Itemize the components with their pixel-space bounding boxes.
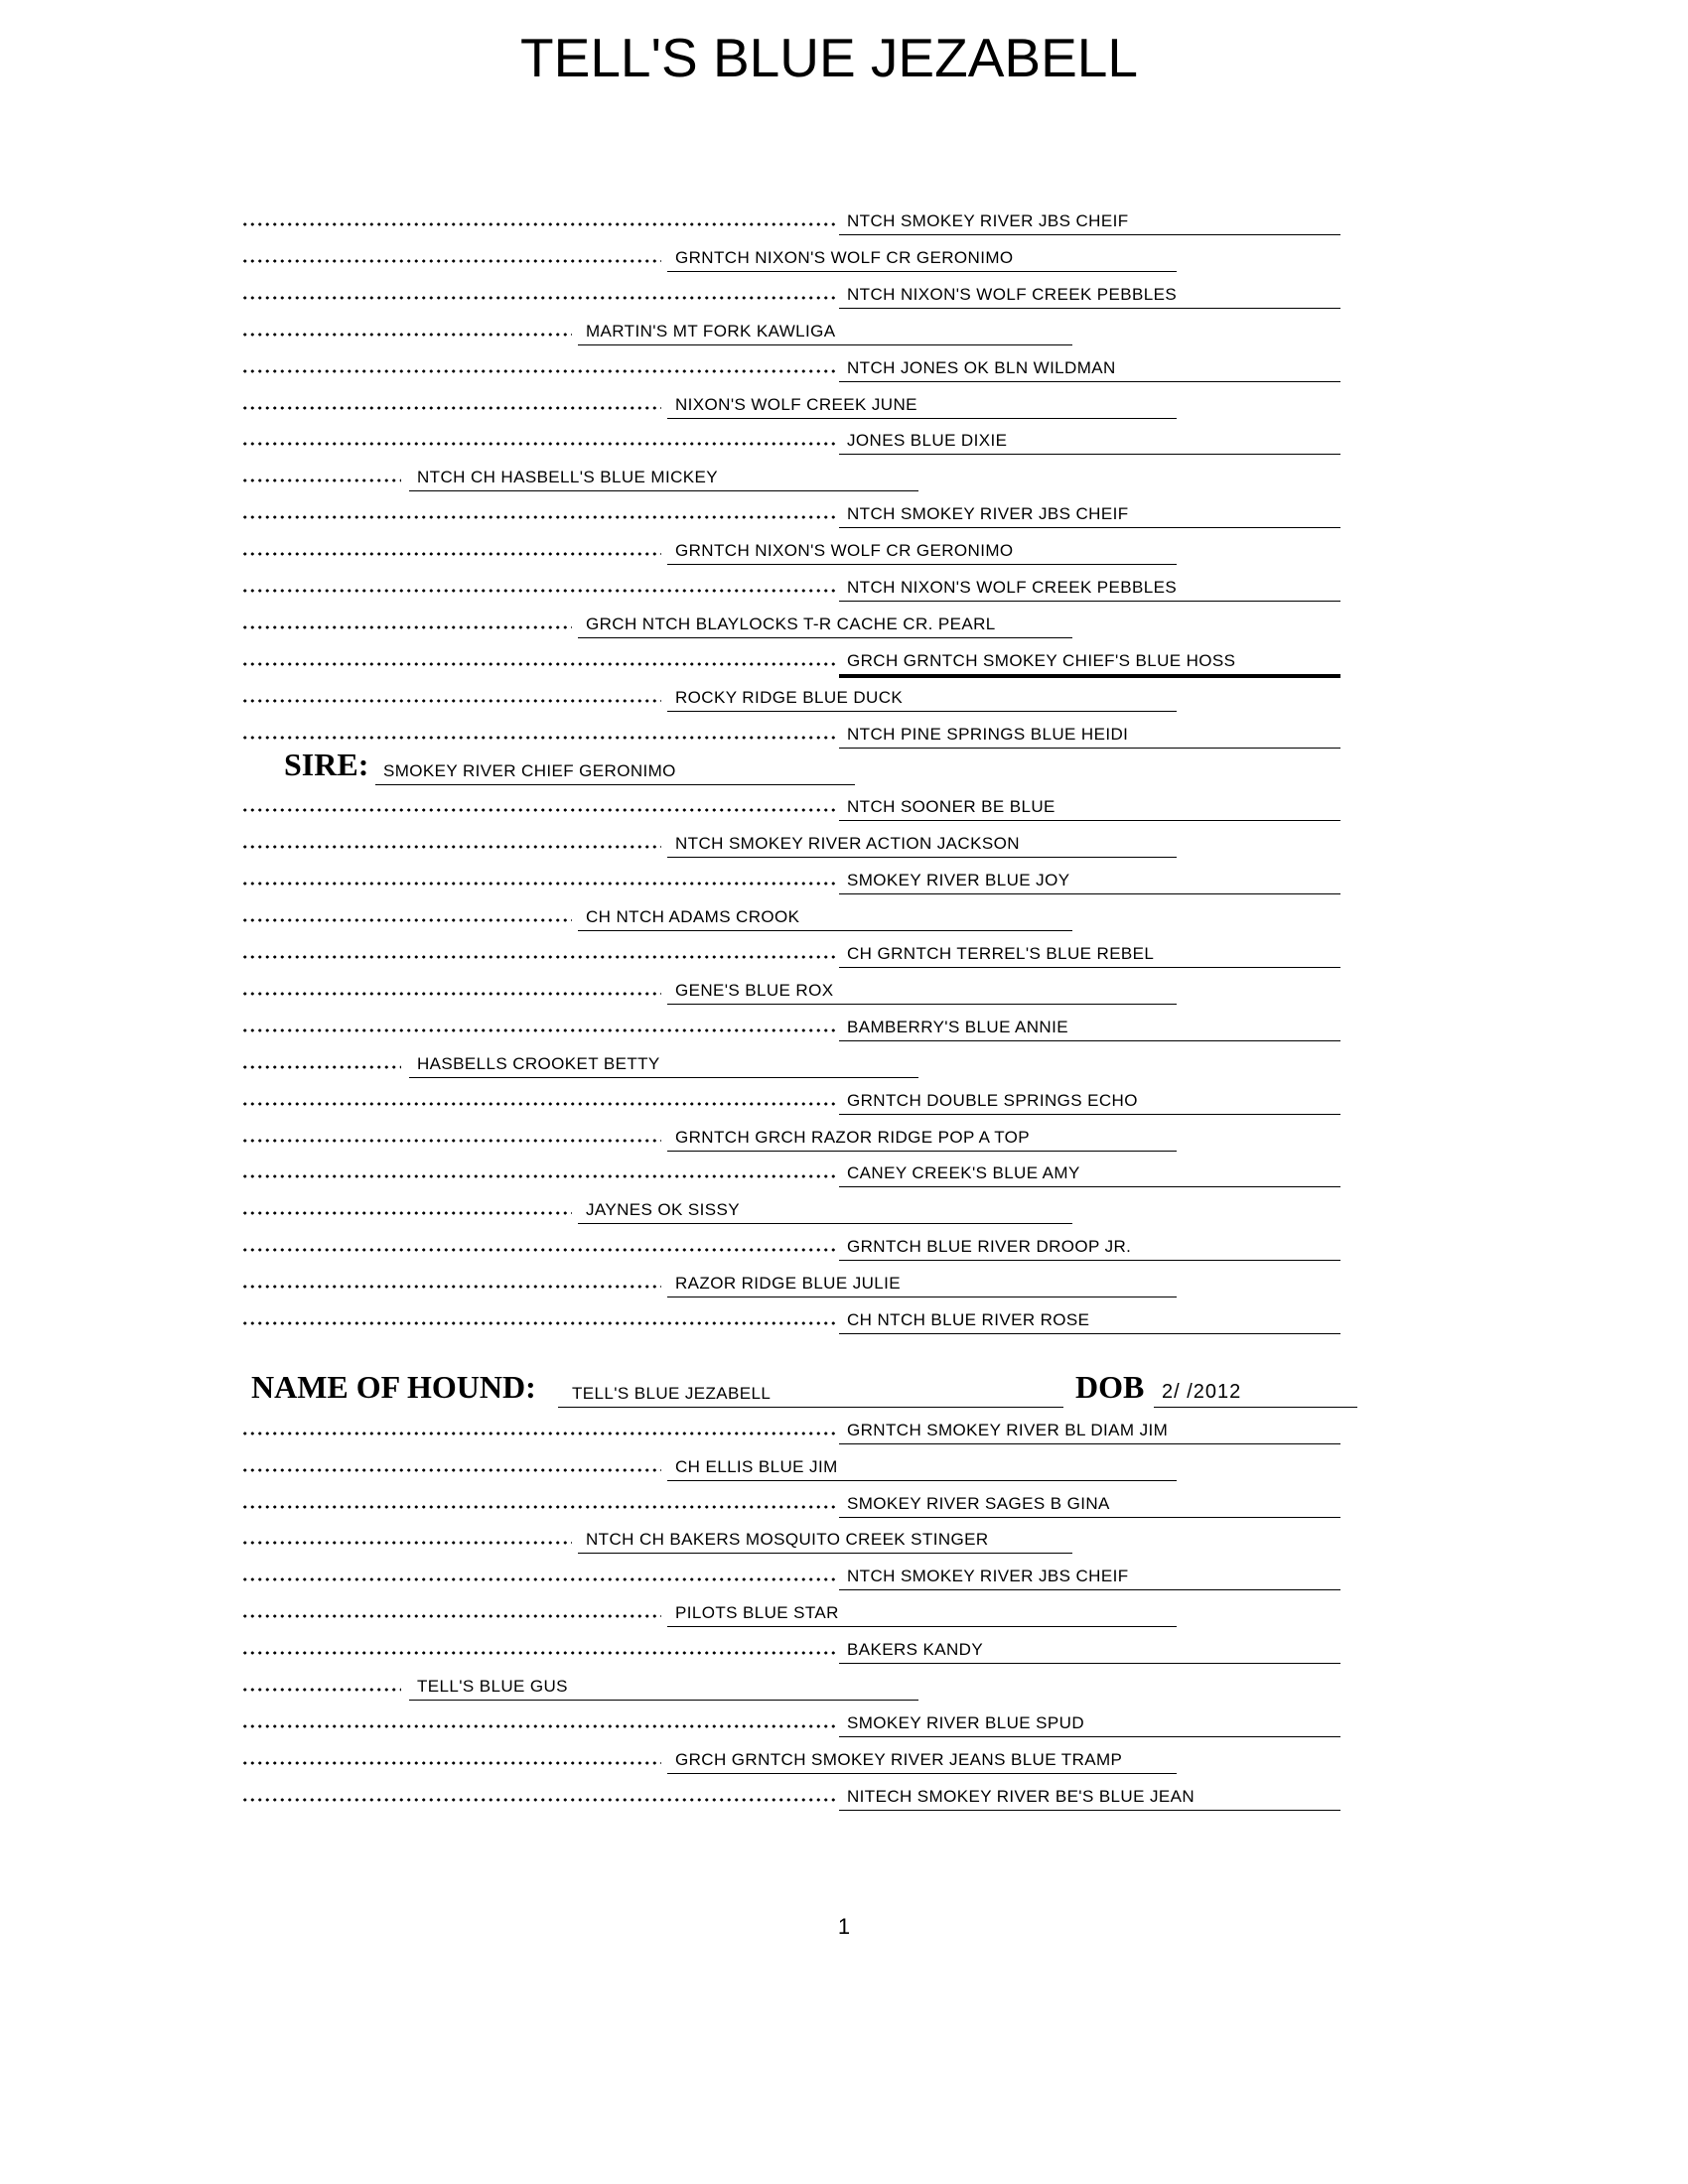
ancestor-name: CH NTCH ADAMS CROOK [578,901,1072,931]
leader-dots [241,662,835,666]
leader-dots [241,1577,835,1581]
ancestor-name: NTCH SMOKEY RIVER JBS CHEIF [839,1561,1340,1590]
name-of-hound-label: NAME OF HOUND: [251,1368,536,1405]
leader-dots [241,478,401,482]
ancestor-name: NTCH SOONER BE BLUE [839,791,1340,821]
leader-dots [241,1432,835,1435]
leader-dots [241,955,835,959]
ancestor-name: NTCH SMOKEY RIVER JBS CHEIF [839,205,1340,235]
ancestor-name: NTCH NIXON'S WOLF CREEK PEBBLES [839,572,1340,602]
leader-dots [241,1139,661,1143]
ancestor-name: NTCH JONES OK BLN WILDMAN [839,352,1340,382]
leader-dots [241,259,661,263]
leader-dots [241,552,661,556]
ancestor-name: BAKERS KANDY [839,1634,1340,1664]
hound-name: TELL'S BLUE JEZABELL [558,1378,1063,1408]
leader-dots [241,1541,572,1545]
leader-dots [241,1065,401,1069]
leader-dots [241,845,661,849]
ancestor-name: NTCH PINE SPRINGS BLUE HEIDI [839,719,1340,749]
ancestor-name: GRNTCH NIXON'S WOLF CR GERONIMO [667,535,1177,565]
leader-dots [241,992,661,996]
leader-dots [241,1724,835,1728]
leader-dots [241,736,835,740]
ancestor-name: GRNTCH GRCH RAZOR RIDGE POP A TOP [667,1122,1177,1152]
ancestor-name: PILOTS BLUE STAR [667,1597,1177,1627]
leader-dots [241,406,661,410]
ancestor-name: JONES BLUE DIXIE [839,425,1340,455]
ancestor-name: TELL'S BLUE GUS [409,1671,918,1701]
ancestor-name: SMOKEY RIVER BLUE JOY [839,865,1340,894]
ancestor-name: NTCH SMOKEY RIVER JBS CHEIF [839,498,1340,528]
ancestor-name: GRNTCH SMOKEY RIVER BL DIAM JIM [839,1415,1340,1444]
leader-dots [241,1028,835,1032]
leader-dots [241,1614,661,1618]
sire-name: SMOKEY RIVER CHIEF GERONIMO [375,755,855,785]
leader-dots [241,1102,835,1106]
leader-dots [241,333,572,337]
ancestor-name: NTCH CH HASBELL'S BLUE MICKEY [409,462,918,491]
ancestor-name: GENE'S BLUE ROX [667,975,1177,1005]
leader-dots [241,1285,661,1289]
ancestor-name: GRNTCH BLUE RIVER DROOP JR. [839,1231,1340,1261]
ancestor-name: NITECH SMOKEY RIVER BE'S BLUE JEAN [839,1781,1340,1811]
ancestor-name: GRNTCH NIXON'S WOLF CR GERONIMO [667,242,1177,272]
ancestor-name: GRCH GRNTCH SMOKEY CHIEF'S BLUE HOSS [839,645,1340,678]
ancestor-name: ROCKY RIDGE BLUE DUCK [667,682,1177,712]
leader-dots [241,1174,835,1178]
ancestor-name: SMOKEY RIVER BLUE SPUD [839,1707,1340,1737]
dob-label: DOB [1075,1368,1145,1405]
ancestor-name: GRCH GRNTCH SMOKEY RIVER JEANS BLUE TRAMP [667,1744,1177,1774]
ancestor-name: JAYNES OK SISSY [578,1194,1072,1224]
leader-dots [241,369,835,373]
leader-dots [241,1651,835,1655]
ancestor-name: CANEY CREEK'S BLUE AMY [839,1158,1340,1187]
ancestor-name: NIXON'S WOLF CREEK JUNE [667,389,1177,419]
ancestor-name: RAZOR RIDGE BLUE JULIE [667,1268,1177,1297]
ancestor-name: MARTIN'S MT FORK KAWLIGA [578,316,1072,345]
leader-dots [241,1505,835,1509]
ancestor-name: SMOKEY RIVER SAGES B GINA [839,1488,1340,1518]
leader-dots [241,1468,661,1472]
ancestor-name: CH NTCH BLUE RIVER ROSE [839,1304,1340,1334]
leader-dots [241,808,835,812]
leader-dots [241,699,661,703]
leader-dots [241,1688,401,1692]
ancestor-name: NTCH CH BAKERS MOSQUITO CREEK STINGER [578,1524,1072,1554]
ancestor-name: HASBELLS CROOKET BETTY [409,1048,918,1078]
leader-dots [241,589,835,593]
ancestor-name: CH GRNTCH TERREL'S BLUE REBEL [839,938,1340,968]
leader-dots [241,1798,835,1802]
leader-dots [241,882,835,886]
leader-dots [241,918,572,922]
sire-label: SIRE: [284,746,369,782]
leader-dots [241,515,835,519]
leader-dots [241,1248,835,1252]
ancestor-name: NTCH SMOKEY RIVER ACTION JACKSON [667,828,1177,858]
leader-dots [241,1321,835,1325]
ancestor-name: NTCH NIXON'S WOLF CREEK PEBBLES [839,279,1340,309]
ancestor-name: CH ELLIS BLUE JIM [667,1451,1177,1481]
leader-dots [241,1761,661,1765]
leader-dots [241,222,835,226]
ancestor-name: GRNTCH DOUBLE SPRINGS ECHO [839,1085,1340,1115]
page-title: TELL'S BLUE JEZABELL [520,27,1138,88]
leader-dots [241,442,835,446]
dob-value: 2/ /2012 [1154,1378,1357,1408]
ancestor-name: GRCH NTCH BLAYLOCKS T-R CACHE CR. PEARL [578,609,1072,638]
page-number: 1 [837,1914,851,1939]
leader-dots [241,625,572,629]
leader-dots [241,296,835,300]
ancestor-name: BAMBERRY'S BLUE ANNIE [839,1012,1340,1041]
leader-dots [241,1211,572,1215]
